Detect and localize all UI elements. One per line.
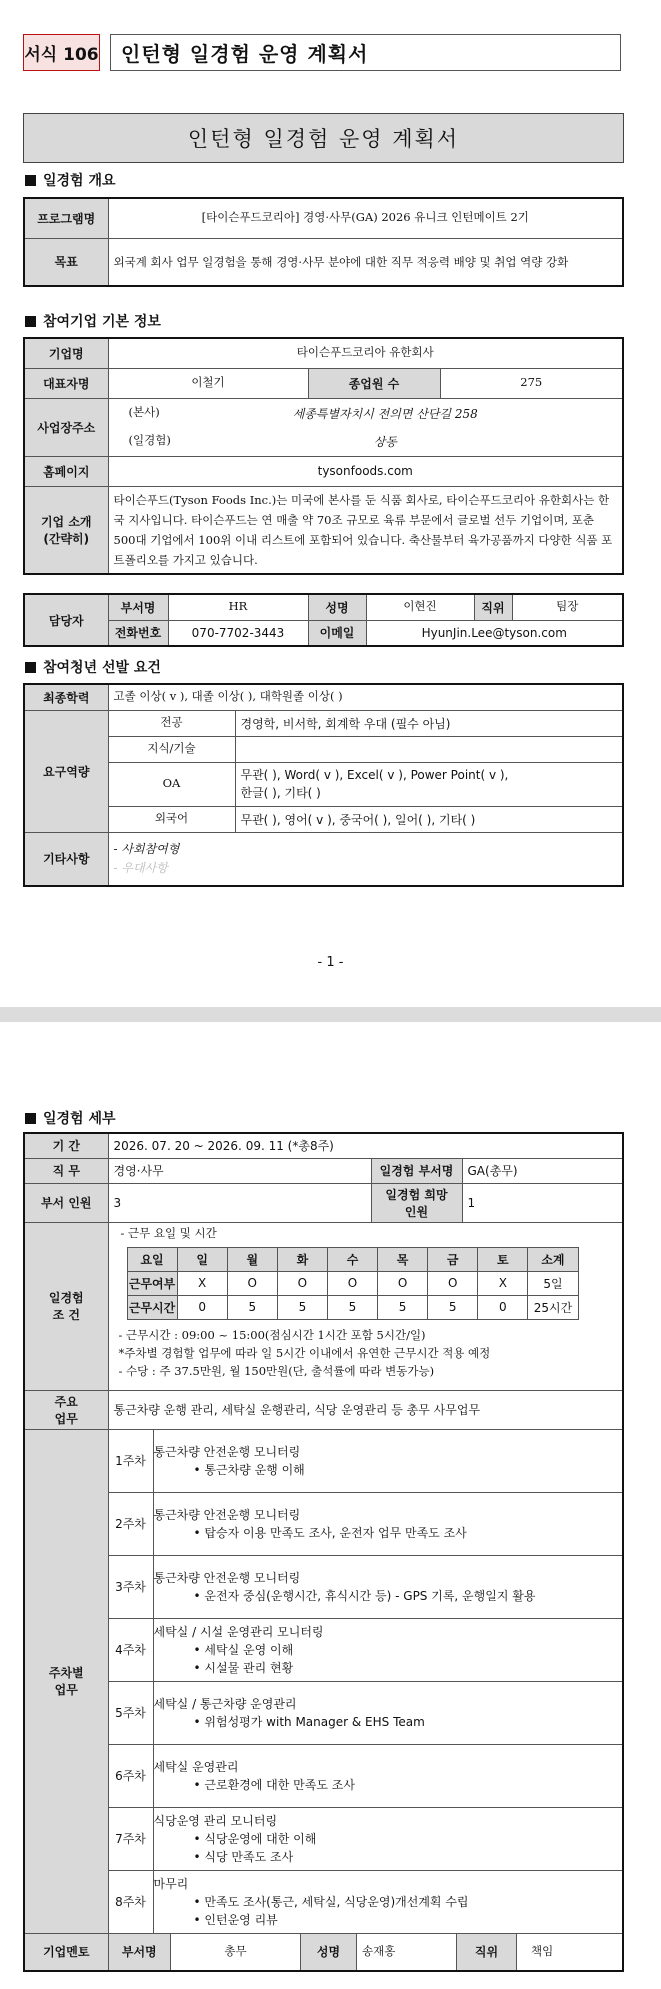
hq-address: 세종특별자치시 전의면 산단길 258 xyxy=(292,406,478,421)
page-2 xyxy=(0,1022,661,1989)
schedule-header-cell: 소계 xyxy=(528,1247,578,1271)
form-header xyxy=(23,34,621,71)
schedule-cell: 0 xyxy=(478,1295,528,1319)
week-row xyxy=(24,1429,623,1492)
contact-dept-value: HR xyxy=(168,594,308,620)
schedule-cell: O xyxy=(428,1271,478,1295)
main-duty-value: 통근차량 운행 관리, 세탁실 운행관리, 식당 운영관리 등 총무 사무업무 xyxy=(108,1390,623,1429)
schedule-table xyxy=(127,1247,579,1320)
main-duty-label: 주요 업무 xyxy=(24,1390,108,1429)
week-row xyxy=(24,1555,623,1618)
weekly-label: 주차별 업무 xyxy=(24,1429,108,1933)
employees-label: 종업원 수 xyxy=(308,368,440,398)
mentor-table xyxy=(109,1934,623,1970)
section-overview-heading: 일경험 개요 xyxy=(25,170,116,190)
week-number: 6주차 xyxy=(108,1744,153,1807)
week-title: 통근차량 안전운행 모니터링 xyxy=(153,1570,301,1585)
week-title: 세탁실 / 시설 운영관리 모니터링 xyxy=(153,1624,324,1639)
schedule-header-cell: 일 xyxy=(177,1247,227,1271)
week-title: 식당운영 관리 모니터링 xyxy=(153,1813,278,1828)
week-number: 4주차 xyxy=(108,1618,153,1681)
week-title: 통근차량 안전운행 모니터링 xyxy=(153,1444,301,1459)
schedule-cell: O xyxy=(227,1271,277,1295)
employees-value: 275 xyxy=(440,368,623,398)
schedule-header-cell: 토 xyxy=(478,1247,528,1271)
week-number: 7주차 xyxy=(108,1807,153,1870)
week-row xyxy=(24,1618,623,1681)
program-value: [타이슨푸드코리아] 경영·사무(GA) 2026 유니크 인턴메이트 2기 xyxy=(108,198,623,238)
week-task-text: 식당 만족도 조사 xyxy=(204,1849,294,1864)
week-task-list xyxy=(154,1524,623,1542)
staff-label: 부서 인원 xyxy=(24,1183,108,1222)
week-title: 마무리 xyxy=(153,1876,189,1891)
week-task-list xyxy=(154,1776,623,1794)
schedule-cell: 5일 xyxy=(528,1271,578,1295)
week-task-text: 탑승자 이용 만족도 조사, 운전자 업무 만족도 조사 xyxy=(204,1525,467,1540)
requirements-table xyxy=(23,683,624,887)
schedule-header-cell: 금 xyxy=(428,1247,478,1271)
schedule-cell: O xyxy=(378,1271,428,1295)
company-name-label: 기업명 xyxy=(24,338,108,368)
knowledge-label: 지식/기술 xyxy=(108,736,235,762)
week-task-list xyxy=(154,1893,623,1929)
schedule-cell: 5 xyxy=(277,1295,327,1319)
week-row xyxy=(24,1492,623,1555)
form-number: 서식 106 xyxy=(23,34,100,71)
week-task-list xyxy=(154,1713,623,1731)
dept-value: GA(총무) xyxy=(462,1158,623,1183)
contact-position-value: 팀장 xyxy=(512,594,623,620)
week-task-item xyxy=(194,1713,623,1731)
hope-label: 일경험 희망 인원 xyxy=(371,1183,462,1222)
mentor-dept-label: 부서명 xyxy=(109,1934,171,1970)
hope-value: 1 xyxy=(462,1183,623,1222)
week-task-item xyxy=(194,1659,623,1677)
schedule-header-cell: 화 xyxy=(277,1247,327,1271)
week-content xyxy=(153,1555,623,1618)
week-number: 1주차 xyxy=(108,1429,153,1492)
mentor-position-value: 책임 xyxy=(517,1934,623,1970)
schedule-cell: 5 xyxy=(327,1295,377,1319)
form-title: 인턴형 일경험 운영 계획서 xyxy=(110,34,621,71)
contact-email-value: HyunJin.Lee@tyson.com xyxy=(366,620,623,646)
contact-phone-label: 전화번호 xyxy=(108,620,168,646)
week-title: 세탁실 운영관리 xyxy=(153,1759,239,1774)
intro-value: 타이슨푸드(Tyson Foods Inc.)는 미국에 본사를 둔 식품 회사로, 타이슨푸드코리아 유한회사는 한국 지사입니다. 타이슨푸드는 연 매출 약 70조 규모로 육류 부문에서 글로벌 선두 기업이며, 포춘 500대 기업에서 100위 이내 리스트에 포함되어 있습니다. 축산물부터 육가공품까지 다양한 식품 포트폴리오를 가지고 있습니다. xyxy=(108,486,623,574)
contact-label: 담당자 xyxy=(24,594,108,646)
intro-label: 기업 소개 (간략히) xyxy=(24,486,108,574)
details-table xyxy=(23,1132,624,1972)
dept-label: 일경험 부서명 xyxy=(371,1158,462,1183)
week-row xyxy=(24,1870,623,1933)
schedule-row-workdays xyxy=(127,1271,578,1295)
job-value: 경영·사무 xyxy=(108,1158,371,1183)
week-task-item xyxy=(194,1587,623,1605)
contact-phone-value: 070-7702-3443 xyxy=(168,620,308,646)
schedule-header-cell: 요일 xyxy=(127,1247,177,1271)
week-task-item xyxy=(194,1524,623,1542)
week-content xyxy=(153,1681,623,1744)
week-task-text: 식당운영에 대한 이해 xyxy=(204,1831,317,1846)
week-content xyxy=(153,1492,623,1555)
contact-name-value: 이현진 xyxy=(366,594,474,620)
week-task-text: 세탁실 운영 이해 xyxy=(204,1642,294,1657)
hq-label: (본사) xyxy=(128,405,160,420)
week-task-list xyxy=(154,1587,623,1605)
week-title: 통근차량 안전운행 모니터링 xyxy=(153,1507,301,1522)
square-bullet-icon xyxy=(25,1113,36,1124)
contact-email-label: 이메일 xyxy=(308,620,366,646)
week-task-list xyxy=(154,1461,623,1479)
week-content xyxy=(153,1807,623,1870)
mentor-name-value: 송재홍 xyxy=(357,1934,457,1970)
oa-value: 무관( ), Word( v ), Excel( v ), Power Point( v ), 한글( ), 기타( ) xyxy=(235,762,623,806)
week-content xyxy=(153,1429,623,1492)
square-bullet-icon xyxy=(25,662,36,673)
schedule-cell: O xyxy=(327,1271,377,1295)
major-label: 전공 xyxy=(108,710,235,736)
ceo-label: 대표자명 xyxy=(24,368,108,398)
schedule-cell: 5 xyxy=(428,1295,478,1319)
week-row xyxy=(24,1744,623,1807)
homepage-label: 홈페이지 xyxy=(24,456,108,486)
page-number: - 1 - xyxy=(317,955,344,970)
week-task-item xyxy=(194,1848,623,1866)
week-number: 5주차 xyxy=(108,1681,153,1744)
contact-table xyxy=(23,593,624,647)
week-number: 3주차 xyxy=(108,1555,153,1618)
address-cell xyxy=(108,398,623,456)
company-name-value: 타이슨푸드코리아 유한회사 xyxy=(108,338,623,368)
language-value: 무관( ), 영어( v ), 중국어( ), 일어( ), 기타( ) xyxy=(235,806,623,832)
week-task-item xyxy=(194,1911,623,1929)
square-bullet-icon xyxy=(25,316,36,327)
oa-label: OA xyxy=(108,762,235,806)
other-value: - 사회참여형 - 우대사항 xyxy=(108,832,623,886)
week-task-item xyxy=(194,1893,623,1911)
square-bullet-icon xyxy=(25,175,36,186)
schedule-cell: 25시간 xyxy=(528,1295,578,1319)
week-content xyxy=(153,1870,623,1933)
company-table xyxy=(23,337,624,575)
homepage-value: tysonfoods.com xyxy=(108,456,623,486)
week-row xyxy=(24,1807,623,1870)
job-label: 직 무 xyxy=(24,1158,108,1183)
conditions-notes: - 근무시간 : 09:00 ~ 15:00(점심시간 1시간 포함 5시간/일) *주차별 경험할 업무에 따라 일 5시간 이내에서 유연한 근무시간 적용 예정 - 수당 : 주 37.5만원, 월 150만원(단, 출석률에 따라 변동가능) xyxy=(118,1327,491,1378)
knowledge-value xyxy=(235,736,623,762)
schedule-row-label: 근무여부 xyxy=(127,1271,177,1295)
week-task-text: 인턴운영 리뷰 xyxy=(204,1912,278,1927)
goal-value: 외국계 회사 업무 일경험을 통해 경영·사무 분야에 대한 직무 적응력 배양 및 취업 역량 강화 xyxy=(108,238,623,286)
program-label: 프로그램명 xyxy=(24,198,108,238)
week-number: 8주차 xyxy=(108,1870,153,1933)
mentor-dept-value: 총무 xyxy=(171,1934,301,1970)
section-company-heading: 참여기업 기본 정보 xyxy=(25,311,161,331)
schedule-cell: O xyxy=(277,1271,327,1295)
education-value: 고졸 이상( v ), 대졸 이상( ), 대학원졸 이상( ) xyxy=(108,684,623,710)
contact-position-label: 직위 xyxy=(474,594,512,620)
competency-label: 요구역량 xyxy=(24,710,108,832)
week-task-text: 근로환경에 대한 만족도 조사 xyxy=(204,1777,355,1792)
goal-label: 목표 xyxy=(24,238,108,286)
section-details-heading: 일경험 세부 xyxy=(25,1108,116,1128)
conditions-label: 일경험 조 건 xyxy=(24,1222,108,1390)
other-label: 기타사항 xyxy=(24,832,108,886)
week-task-item xyxy=(194,1461,623,1479)
conditions-heading: - 근무 요일 및 시간 xyxy=(120,1225,217,1240)
ceo-value: 이철기 xyxy=(108,368,308,398)
work-address: 상동 xyxy=(373,434,397,449)
mentor-cell xyxy=(108,1933,623,1971)
major-value: 경영학, 비서학, 회계학 우대 (필수 아님) xyxy=(235,710,623,736)
education-label: 최종학력 xyxy=(24,684,108,710)
schedule-cell: 5 xyxy=(378,1295,428,1319)
week-row xyxy=(24,1681,623,1744)
document-title: 인턴형 일경험 운영 계획서 xyxy=(23,113,624,163)
language-label: 외국어 xyxy=(108,806,235,832)
schedule-row-label: 근무시간 xyxy=(127,1295,177,1319)
contact-name-label: 성명 xyxy=(308,594,366,620)
week-task-list xyxy=(154,1641,623,1677)
week-task-text: 운전자 중심(운행시간, 휴식시간 등) - GPS 기록, 운행일지 활용 xyxy=(204,1588,536,1603)
week-task-item xyxy=(194,1776,623,1794)
week-task-text: 통근차량 운행 이해 xyxy=(204,1462,305,1477)
schedule-header-cell: 월 xyxy=(227,1247,277,1271)
overview-table xyxy=(23,197,624,287)
mentor-position-label: 직위 xyxy=(457,1934,517,1970)
page-separator xyxy=(0,1007,661,1022)
period-value: 2026. 07. 20 ~ 2026. 09. 11 (*총8주) xyxy=(108,1133,623,1158)
schedule-row-hours xyxy=(127,1295,578,1319)
week-title: 세탁실 / 통근차량 운영관리 xyxy=(153,1696,297,1711)
schedule-header-row xyxy=(127,1247,578,1271)
conditions-cell xyxy=(108,1222,623,1390)
week-task-list xyxy=(154,1830,623,1866)
work-label: (일경험) xyxy=(128,433,171,448)
schedule-cell: 0 xyxy=(177,1295,227,1319)
section-requirements-heading: 참여청년 선발 요건 xyxy=(25,657,161,677)
period-label: 기 간 xyxy=(24,1133,108,1158)
schedule-header-cell: 수 xyxy=(327,1247,377,1271)
week-number: 2주차 xyxy=(108,1492,153,1555)
schedule-cell: X xyxy=(177,1271,227,1295)
week-task-text: 위험성평가 with Manager & EHS Team xyxy=(204,1714,425,1729)
address-label: 사업장주소 xyxy=(24,398,108,456)
week-task-text: 만족도 조사(통근, 세탁실, 식당운영)개선계획 수립 xyxy=(204,1894,469,1909)
schedule-cell: 5 xyxy=(227,1295,277,1319)
mentor-label: 기업멘토 xyxy=(24,1933,108,1971)
staff-value: 3 xyxy=(108,1183,371,1222)
week-content xyxy=(153,1744,623,1807)
schedule-header-cell: 목 xyxy=(378,1247,428,1271)
schedule-cell: X xyxy=(478,1271,528,1295)
week-content xyxy=(153,1618,623,1681)
week-task-item xyxy=(194,1641,623,1659)
week-task-text: 시설물 관리 현황 xyxy=(204,1660,294,1675)
mentor-name-label: 성명 xyxy=(301,1934,357,1970)
week-task-item xyxy=(194,1830,623,1848)
contact-dept-label: 부서명 xyxy=(108,594,168,620)
